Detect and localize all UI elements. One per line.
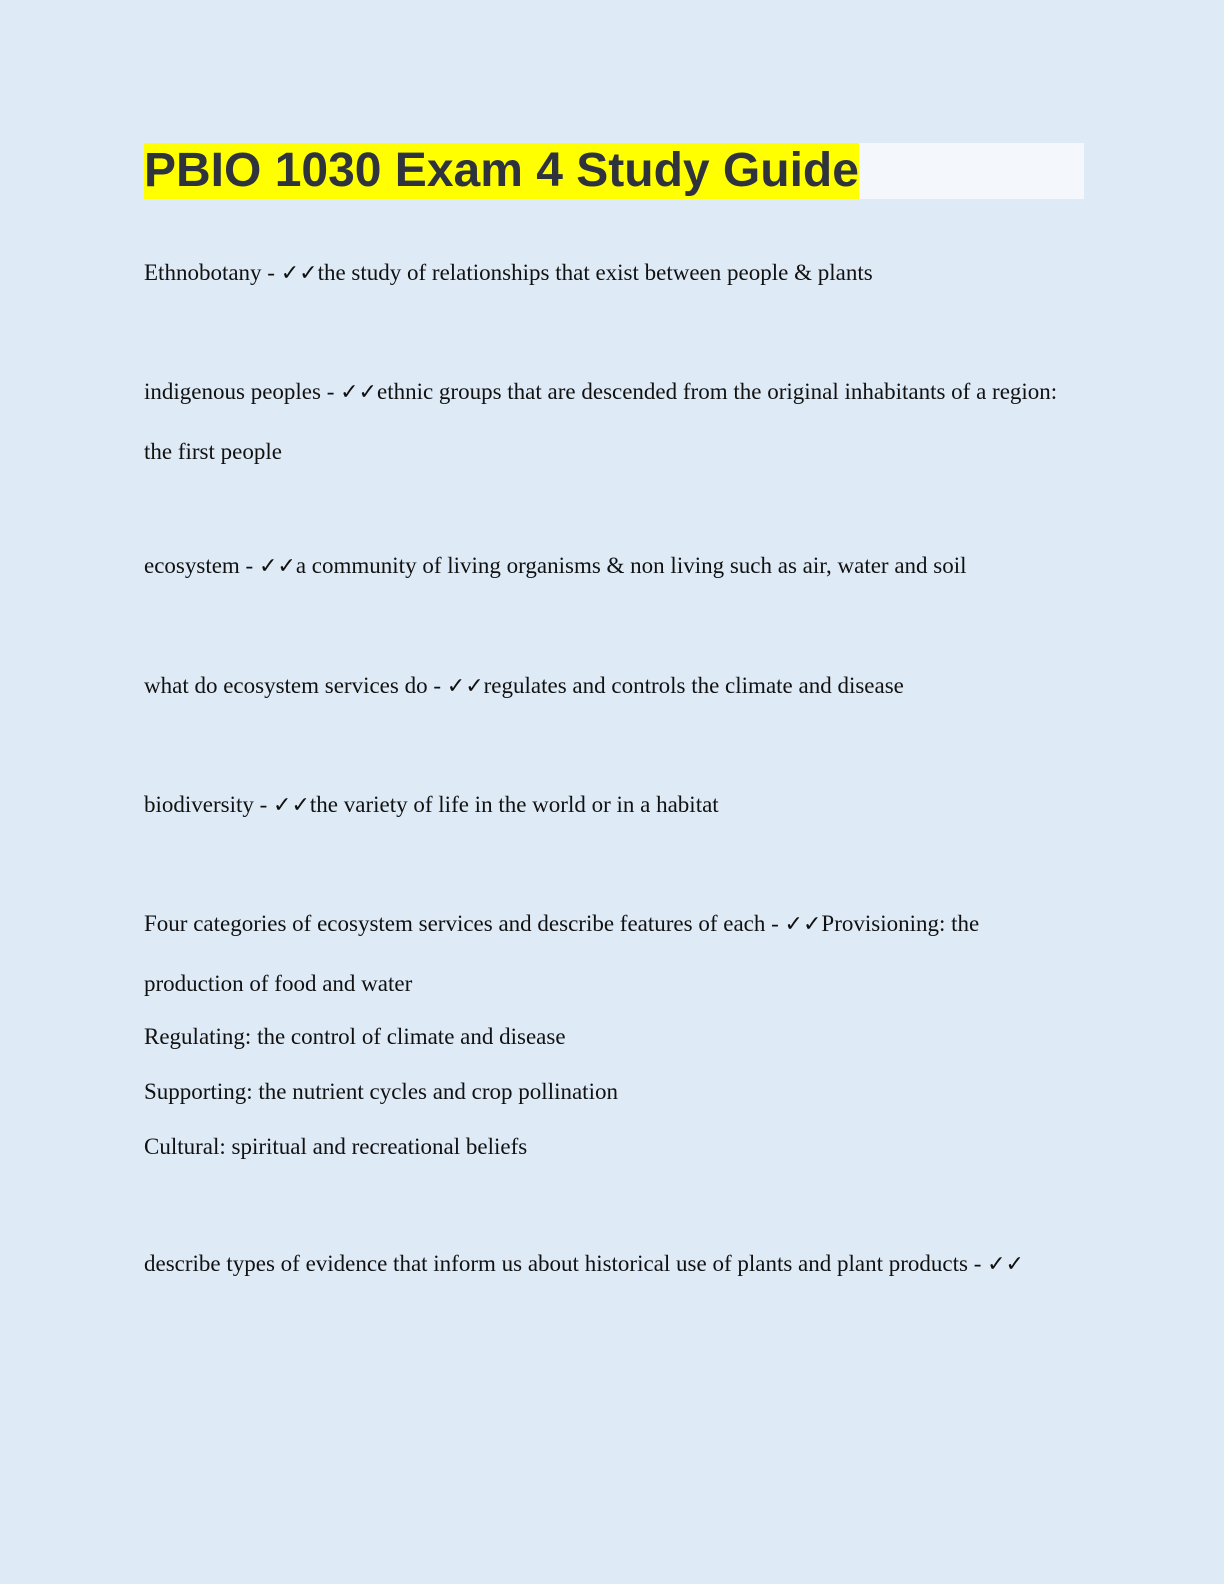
entry-four-categories <box>144 894 1084 1013</box>
checkmark-icon: ✓✓ <box>258 554 296 579</box>
checkmark-icon: ✓✓ <box>340 380 377 405</box>
entry-definition: a community of living organisms & non living such as air, water and soil <box>295 553 967 578</box>
entry-term: Four categories of ecosystem services and describe features of each - <box>144 911 785 936</box>
category-cultural: Cultural: spiritual and recreational beliefs <box>144 1134 528 1159</box>
checkmark-icon: ✓✓ <box>280 261 318 286</box>
entry-ecosystem <box>144 536 1084 596</box>
entry-definition: the study of relationships that exist between people & plants <box>317 260 873 285</box>
entry-ecosystem-services <box>144 656 1084 716</box>
category-supporting: Supporting: the nutrient cycles and crop pollination <box>144 1079 618 1104</box>
entry-term: describe types of evidence that inform us about historical use of plants and plant products - <box>144 1251 988 1276</box>
entry-indigenous-peoples <box>144 362 1084 481</box>
entry-term: biodiversity - <box>144 792 274 817</box>
entry-biodiversity <box>144 775 1084 835</box>
entry-term: what do ecosystem services do - <box>144 673 447 698</box>
entry-term: indigenous peoples - <box>144 379 341 404</box>
entry-definition: regulates and controls the climate and disease <box>483 673 904 698</box>
entry-definition: ethnic groups that are descended from the original inhabitants of a region: the first people <box>144 379 1058 464</box>
page-title: PBIO 1030 Exam 4 Study Guide <box>144 144 859 197</box>
checkmark-icon: ✓✓ <box>784 912 822 937</box>
entry-definition: the variety of life in the world or in a habitat <box>309 792 719 817</box>
entry-term: ecosystem - <box>144 553 259 578</box>
entry-definition: Provisioning: the production of food and water <box>144 911 980 996</box>
entry-historical-evidence <box>144 1234 1084 1294</box>
checkmark-icon: ✓✓ <box>446 674 484 699</box>
checkmark-icon: ✓✓ <box>273 793 310 818</box>
entry-term: Ethnobotany - <box>144 260 281 285</box>
checkmark-icon: ✓✓ <box>987 1252 1024 1277</box>
entry-ethnobotany <box>144 243 1084 303</box>
category-regulating: Regulating: the control of climate and disease <box>144 1024 566 1049</box>
